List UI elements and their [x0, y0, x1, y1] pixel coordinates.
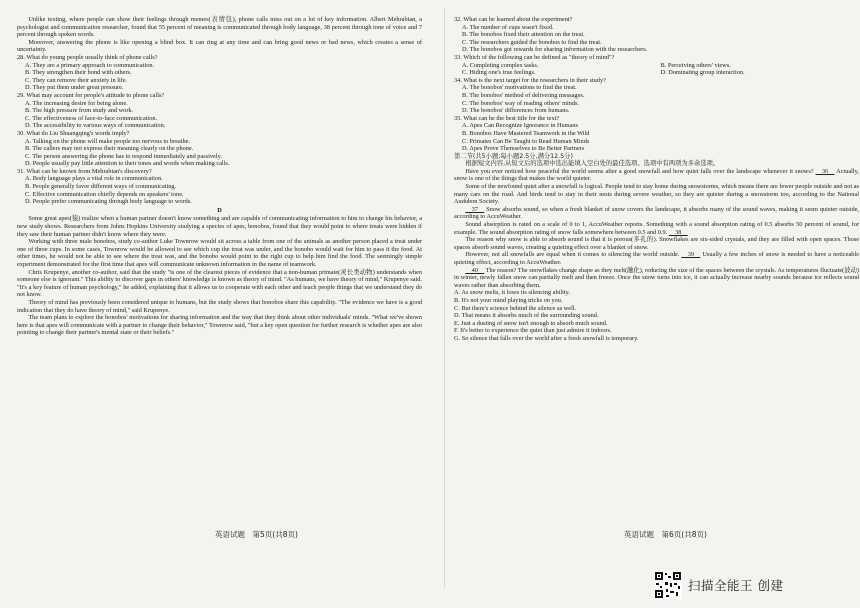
question-stem: 32. What can be learned about the experiment? — [454, 16, 573, 23]
cloze-option-a: A. As snow melts, it loses its silencing ability. — [454, 289, 570, 297]
option-b: B. The bonobos fixed their attention on the treat. — [462, 31, 585, 39]
cloze-paragraph — [454, 236, 859, 251]
cloze-option-e: E. Just a dusting of snow isn't enough to absorb much sound. — [454, 319, 608, 327]
option-d: D. Apes Prove Themselves to Be Better Partners — [462, 145, 585, 153]
option-d: D. People usually pay little attention to their tones and words when making calls. — [25, 160, 230, 168]
question-29 — [17, 92, 422, 130]
right-page — [454, 16, 859, 343]
cloze-paragraph — [454, 168, 859, 183]
option-c: C. Effective communication chiefly depends on speakers' tone. — [25, 190, 184, 198]
cloze-text-before: Sound absorption is rated on a scale of 0 to 1, AccuWeather reports. Something with a sound absorption rating of 0.5 absorbs 50 percent of sound, for example. The sound absorption rating of snow falls somewhere between 0.5 and 0.9. — [454, 221, 859, 236]
option-c: C. The person answering the phone has to respond immediately and passively. — [25, 152, 222, 160]
cloze-text-after: Snow absorbs sound, so when a fresh blanket of snow covers the landscape, it absorbs many of the sound waves, making it seem quieter outside, according to AccuWeather. — [454, 205, 859, 221]
option-a: A. The number of cups wasn't fixed. — [462, 23, 554, 31]
passage-paragraph: Theory of mind has previously been considered unique to humans, but the study shows that bonobos share this capability. "The evidence we have is a good indication that they do have theory of mind," said Krupenye. — [17, 298, 422, 314]
cloze-paragraph — [454, 221, 859, 236]
cloze-passage — [454, 168, 859, 290]
cloze-text-after: Actually, snow is one of the things that makes the world quieter. — [454, 167, 859, 183]
option-a: A. The increasing desire for being alone. — [25, 99, 128, 107]
question-31 — [17, 168, 422, 206]
cloze-paragraph — [454, 206, 859, 221]
question-stem: 35. What can be the best title for the text? — [454, 114, 560, 122]
cloze-text-after: Usually a few inches of snow is needed to have a noticeable quieting effect, according to AccuWeather. — [454, 251, 859, 266]
cloze-option-d: D. That means it absorbs much of the surrounding sound. — [454, 312, 599, 320]
cloze-option-c: C. But there's science behind the silence as well. — [454, 304, 577, 312]
cloze-text-before: The reason why snow is able to absorb sound is that it is porous(多孔的). Snowflakes are six-sided crystals, and they are filled with open spaces. Those spaces absorb sound waves, creating a quieting effect over a blanket of snow. — [454, 236, 859, 251]
option-b: B. The high pressure from study and work. — [25, 107, 134, 115]
cloze-blank-40: 40 — [465, 266, 485, 274]
cloze-text-after: The reason? The snowflakes change shape as they melt(融化), reducing the size of the spaces between the crystals. As temperatures fluctuate(波动) in winter, newly fallen snow can partially melt and then freeze. Once the snow turns into ice, it can actually increase nearby sounds because ice reflects sound waves rather than absorbing them. — [454, 266, 859, 289]
question-stem: 31. What can be known from Mehrabian's discovery? — [17, 167, 152, 175]
option-c: C. Hiding one's true feelings. — [462, 69, 536, 77]
page-divider — [444, 8, 445, 588]
question-35 — [454, 115, 859, 153]
page-footer: 英语试题 第5页(共8页) — [215, 530, 298, 539]
option-d: D. They put them under great pressure. — [25, 84, 124, 92]
option-grid — [454, 62, 859, 77]
scanner-watermark: 扫描全能王 创建 — [688, 578, 784, 593]
option-b: B. People generally favor different ways of communicating. — [25, 183, 177, 191]
cloze-paragraph — [454, 267, 859, 290]
cloze-paragraph — [454, 251, 859, 266]
cloze-blank-36: 36 — [815, 167, 835, 175]
option-d: D. The accessibility to various ways of communication. — [25, 122, 166, 130]
option-a: A. Talking on the phone will make people too nervous to breathe. — [25, 137, 191, 145]
option-c: C. They can remove their anxiety in life. — [25, 76, 128, 84]
option-d: D. The bonobos' differences from humans. — [462, 107, 570, 115]
option-c: C. The researchers guided the bonobos to find the treat. — [462, 38, 602, 46]
page-footer: 英语试题 第6页(共8页) — [624, 530, 707, 539]
section-letter: D — [217, 206, 222, 214]
left-page — [17, 16, 422, 337]
section-heading: 第二节(共5小题;每小题2.5分,满分12.5分) — [454, 152, 573, 160]
cloze-blank-37: 37 — [465, 205, 485, 213]
passage-paragraph: The team plans to explore the bonobos' motivations for sharing information and the way that they think about other individuals' minds. "What we've shown here is that apes will communicate with a partner to change their behavior," Townrow said, "but a key open question for further research is whether apes are also pointing to change their partner's mental state or their beliefs." — [17, 314, 422, 337]
question-30 — [17, 130, 422, 168]
passage-paragraph: Chris Krupenye, another co-author, said that the study "is one of the clearest pieces of evidence that a non-human primate(灵长类动物) understands when someone else is ignorant." This ability to discover gaps in others' knowledge is known as theory of mind. "As humans, we have theory of mind," Krupenye said. "It's a key feature of human psychology," he added, explaining that it allows us to cooperate with each other and teach people things that we understand they do not know. — [17, 268, 422, 299]
intro-paragraph: Moreover, answering the phone is like opening a blind box. It can ring at any time and can bring good news or bad news, which creates a sense of uncertainty. — [17, 38, 422, 54]
option-d: D. Dominating group interaction. — [660, 69, 745, 77]
question-stem: 34. What is the next target for the researchers in their study? — [454, 76, 606, 84]
question-stem: 29. What may account for people's attitude to phone calls? — [17, 91, 165, 99]
option-c: C. The bonobos' way of reading others' minds. — [462, 99, 580, 107]
option-a: A. Completing complex tasks. — [462, 61, 539, 69]
intro-paragraph: Unlike texting, where people can show their feelings through memes(表情包), phone calls miss out on a lot of key information. Albert Mehrabian, a psychologist and communication researcher, found that 55 percent of meaning is communicated through body language, 38 percent through tone of voice and 7 percent through spoken words. — [17, 16, 422, 39]
cloze-blank-38: 38 — [668, 228, 688, 236]
option-c: C. Primates Can Be Taught to Read Human Minds — [462, 137, 590, 145]
cloze-paragraph — [454, 183, 859, 206]
cloze-options — [454, 289, 859, 342]
cloze-text-before: However, not all snowfalls are equal when it comes to silencing the world outside. — [465, 251, 682, 259]
option-b: B. The callers may not express their meaning clearly on the phone. — [25, 145, 194, 153]
question-33 — [454, 54, 859, 77]
qr-code-icon — [654, 571, 682, 599]
question-stem: 30. What do Liu Shuangqing's words imply? — [17, 129, 130, 137]
option-a: A. Apes Can Recognize Ignorance in Humans — [462, 122, 578, 130]
option-c: C. The effectiveness of face-to-face communication. — [25, 114, 158, 122]
passage-paragraph: Working with three male bonobos, study co-author Luke Townrow would sit across a table from one of the animals as another person placed a treat under one of three cups. In some cases, Townrow would be allowed to see which cup the treat was under, and the bonobo would wait for him to pass it the food. At other times, he would not be able to see where the treat was, and the bonobo would point to the right cup to help him find the food. The seemingly simple experiment demonstrated for the first time that apes will communicate unknown information in the name of teamwork. — [17, 238, 422, 268]
cloze-blank-39: 39 — [681, 251, 701, 259]
option-d: D. People prefer communicating through body language to words. — [25, 198, 192, 206]
option-b: B. Perceiving others' views. — [660, 61, 731, 69]
option-a: A. The bonobos' motivations to find the treat. — [462, 84, 577, 92]
passage-paragraph: Some great apes(猿) realize when a human partner doesn't know something and are capable of communicating information to him to change his behavior, a new study shows. Researchers from Johns Hopkins University studying a species of apes, bonobos, found that they would point to where treats were hidden if they saw their human partner didn't know where they were. — [17, 215, 422, 238]
question-28 — [17, 54, 422, 92]
question-stem: 28. What do young people usually think of phone calls? — [17, 53, 158, 61]
cloze-option-f: F. It's better to experience the quiet than just admire it indoors. — [454, 327, 612, 335]
question-34 — [454, 77, 859, 115]
section-instructions: 根据短文内容,从短文后的选项中选出能填入空白处的最佳选项。选项中有两项为多余选项。 — [465, 160, 720, 168]
question-stem: 33. Which of the following can be defined as "theory of mind"? — [454, 53, 615, 61]
option-a: A. They are a primary approach to communication. — [25, 61, 155, 69]
option-b: B. They strengthen their bond with others. — [25, 69, 132, 77]
cloze-text-before: Some of the newfound quiet after a snowfall is logical. People tend to stay home during snowstorms, which means there are fewer people outside and not as many cars on the road. And birds tend to stay in their nests during severe weather, so they are quieter during a snowstorm too, according to the National Audubon Society. — [454, 183, 859, 206]
cloze-option-g: G. So silence that falls over the world after a fresh snowfall is temporary. — [454, 334, 639, 342]
cloze-text-before: Have you ever noticed how peaceful the world seems after a good snowfall and how quiet falls over the landscape whenever it snows? — [465, 167, 816, 175]
option-a: A. Body language plays a vital role in communication. — [25, 175, 163, 183]
option-d: D. The bonobos got rewards for sharing information with the researchers. — [462, 46, 648, 54]
question-32 — [454, 16, 859, 54]
option-b: B. The bonobos' method of delivering messages. — [462, 91, 585, 99]
cloze-option-b: B. It's not your mind playing tricks on you. — [454, 296, 563, 304]
option-b: B. Bonobos Have Mastered Teamwork in the Wild — [462, 129, 590, 137]
